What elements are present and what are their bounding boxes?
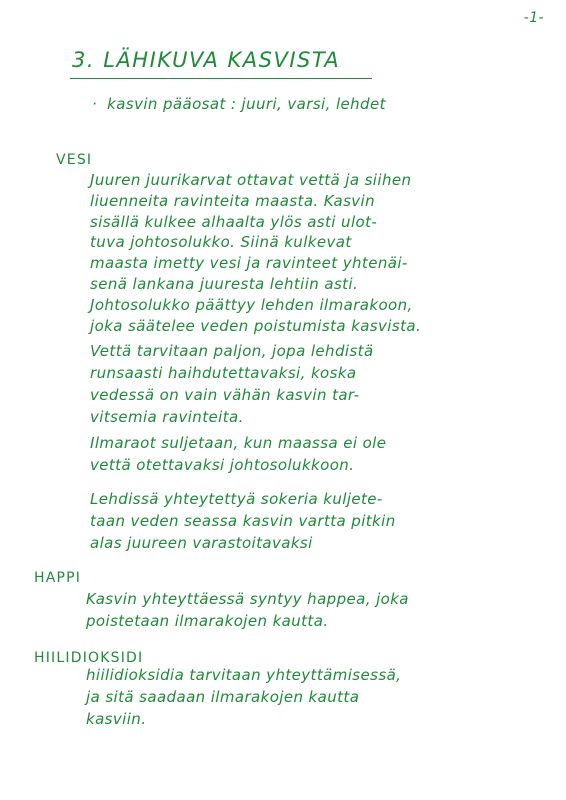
text-line: hiilidioksidia tarvitaan yhteyttämisessä,	[86, 666, 402, 684]
vesi-paragraph-4	[90, 488, 396, 554]
title-underline	[70, 78, 372, 79]
bullet-item	[92, 94, 386, 115]
page-number: -1-	[523, 10, 544, 26]
hiilidioksidi-paragraph	[86, 664, 401, 730]
bullet-text: kasvin pääosat : juuri, varsi, lehdet	[107, 95, 386, 113]
text-line: senä lankana juuresta lehtiin asti.	[90, 274, 359, 293]
text-line: vettä otettavaksi johtosolukkoon.	[90, 456, 355, 474]
vesi-paragraph-1	[90, 170, 421, 336]
vesi-paragraph-3	[90, 432, 386, 476]
text-line: Lehdissä yhteytettyä sokeria kuljete-	[90, 490, 383, 508]
text-line: poistetaan ilmarakojen kautta.	[86, 612, 329, 630]
text-line: liuenneita ravinteita maasta. Kasvin	[90, 191, 376, 210]
bullet-dot-icon: ·	[92, 95, 98, 113]
section-heading-vesi: VESI	[56, 152, 93, 168]
text-line: Kasvin yhteyttäessä syntyy happea, joka	[86, 590, 409, 608]
text-line: vedessä on vain vähän kasvin tar-	[90, 386, 360, 404]
text-line: ja sitä saadaan ilmarakojen kautta	[86, 688, 360, 706]
text-line: kasviin.	[86, 710, 147, 728]
text-line: taan veden seassa kasvin vartta pitkin	[90, 512, 396, 530]
text-line: tuva johtosolukko. Siinä kulkevat	[90, 233, 352, 252]
text-line: alas juureen varastoitavaksi	[90, 534, 313, 552]
text-line: Vettä tarvitaan paljon, jopa lehdistä	[90, 342, 374, 360]
vesi-paragraph-2	[90, 340, 374, 428]
section-heading-hiilidioksidi: HIILIDIOKSIDI	[34, 650, 144, 666]
text-line: joka säätelee veden poistumista kasvista.	[90, 316, 422, 335]
text-line: runsaasti haihdutettavaksi, koska	[90, 364, 357, 382]
text-line: Ilmaraot suljetaan, kun maassa ei ole	[90, 434, 387, 452]
text-line: Juuren juurikarvat ottavat vettä ja siihen	[90, 171, 412, 189]
section-heading-happi: HAPPI	[34, 570, 82, 586]
text-line: maasta imetty vesi ja ravinteet yhtenäi-	[90, 254, 408, 273]
text-line: sisällä kulkee alhaalta ylös asti ulot-	[90, 212, 378, 231]
page-title: 3. LÄHIKUVA KASVISTA	[72, 48, 341, 72]
happi-paragraph	[86, 588, 409, 632]
text-line: Johtosolukko päättyy lehden ilmarakoon,	[90, 295, 413, 314]
text-line: vitsemia ravinteita.	[90, 408, 244, 426]
